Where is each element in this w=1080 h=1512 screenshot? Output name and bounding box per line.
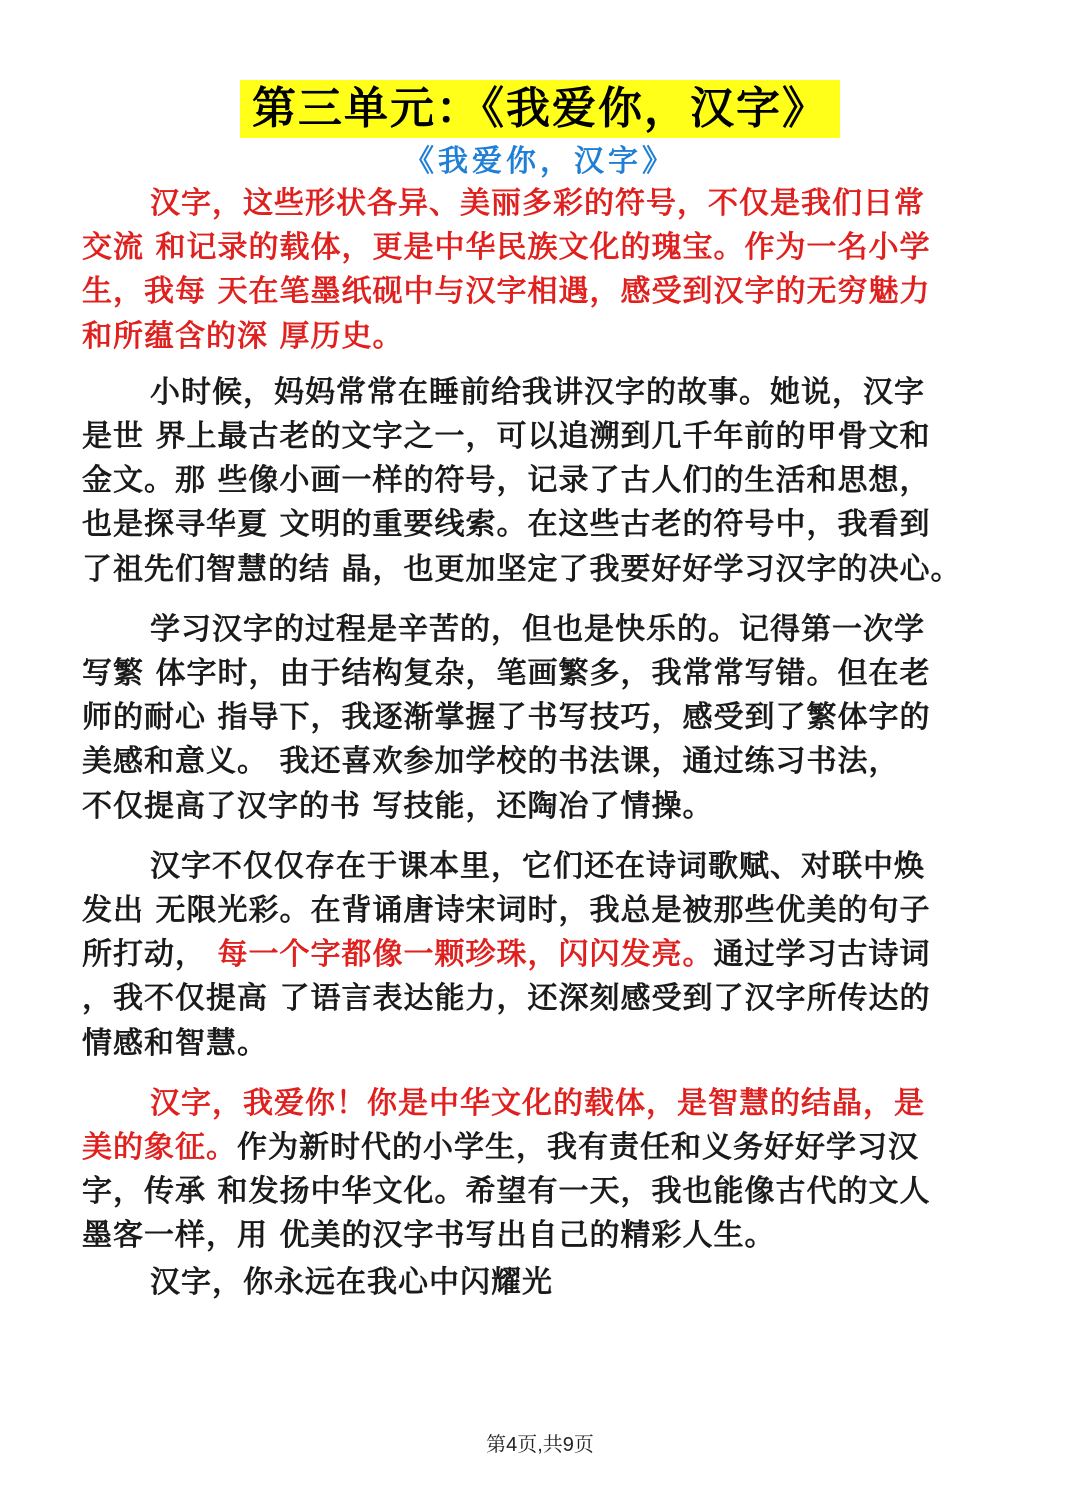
text-line: 汉字，我爱你！你是中华文化的载体，是智慧的结晶，是 [150, 1085, 925, 1121]
page-number: 第4页,共9页 [486, 1434, 594, 1456]
paragraph-childhood [82, 371, 994, 592]
essay-subtitle: 《我爱你，汉字》 [404, 144, 676, 179]
text-line: 情感和智慧。 [82, 1025, 268, 1061]
text-line: 美感和意义。 我还喜欢参加学校的书法课，通过练习书法， [82, 744, 900, 780]
text-line: 金文。那 些像小画一样的符号，记录了古人们的生活和思想， [82, 463, 931, 499]
title-container [0, 80, 1080, 138]
text-line: 交流 和记录的载体，更是中华民族文化的瑰宝。作为一名小学 [82, 230, 931, 266]
text-line: 生，我每 天在笔墨纸砚中与汉字相遇，感受到汉字的无穷魅力 [82, 274, 931, 310]
text-line: 汉字，这些形状各异、美丽多彩的符号，不仅是我们日常 [150, 186, 925, 221]
text-line-mixed [82, 933, 994, 977]
paragraph-learning [82, 608, 994, 829]
text-line: 墨客一样，用 优美的汉字书写出自己的精彩人生。 [82, 1218, 776, 1254]
text-line: ，我不仅提高 了语言表达能力，还深刻感受到了汉字所传达的 [82, 981, 931, 1017]
text-line: 学习汉字的过程是辛苦的，但也是快乐的。记得第一次学 [150, 611, 925, 647]
text-line: 不仅提高了汉字的书 写技能，还陶冶了情操。 [82, 788, 714, 824]
text-line: 字，传承 和发扬中华文化。希望有一天，我也能像古代的文人 [82, 1174, 931, 1210]
text-line: 和所蕴含的深 厚历史。 [82, 318, 404, 354]
paragraph-closing [82, 1261, 994, 1305]
text-segment: 通过学习古诗词 [713, 937, 931, 973]
paragraph-intro [82, 182, 994, 359]
text-line: 师的耐心 指导下，我逐渐掌握了书写技巧，感受到了繁体字的 [82, 700, 931, 736]
highlighted-sentence: 美的象征。 [82, 1130, 237, 1166]
unit-title: 第三单元：《我爱你，汉字》 [240, 80, 840, 138]
paragraph-love [82, 1082, 994, 1259]
text-line: 汉字不仅仅存在于课本里，它们还在诗词歌赋、对联中焕 [150, 848, 925, 884]
highlighted-sentence: 每一个字都像一颗珍珠，闪闪发亮。 [217, 937, 714, 973]
essay-body [82, 182, 994, 1305]
text-segment: 作为新时代的小学生，我有责任和义务好好学习汉 [237, 1130, 919, 1166]
paragraph-poetry [82, 845, 994, 1066]
text-line: 是世 界上最古老的文字之一，可以追溯到几千年前的甲骨文和 [82, 419, 931, 455]
text-line: 发出 无限光彩。在背诵唐诗宋词时，我总是被那些优美的句子 [82, 893, 931, 929]
text-line-mixed [82, 1126, 994, 1170]
text-line: 了祖先们智慧的结 晶，也更加坚定了我要好好学习汉字的决心。 [82, 551, 962, 587]
text-line: 小时候，妈妈常常在睡前给我讲汉字的故事。她说，汉字 [150, 374, 925, 410]
text-line: 也是探寻华夏 文明的重要线索。在这些古老的符号中，我看到 [82, 507, 931, 543]
text-line: 写繁 体字时，由于结构复杂，笔画繁多，我常常写错。但在老 [82, 656, 931, 692]
text-segment: 所打动， [82, 937, 218, 973]
text-line: 汉字，你永远在我心中闪耀光 [150, 1264, 553, 1300]
